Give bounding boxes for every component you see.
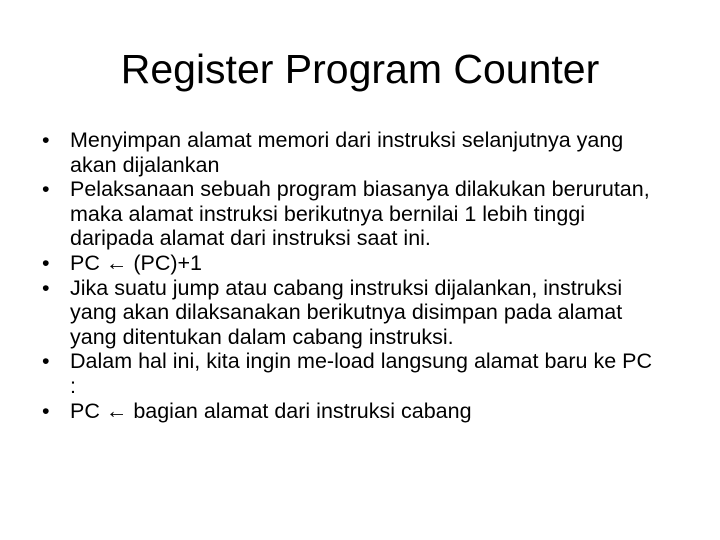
bullet-marker: • [42, 349, 50, 374]
slide-title: Register Program Counter [120, 46, 600, 92]
bullet-item [42, 349, 662, 398]
bullet-text: Menyimpan alamat memori dari instruksi selanjutnya yang akan dijalankan [70, 128, 624, 177]
bullet-item [42, 399, 662, 424]
bullet-text: PC ← bagian alamat dari instruksi cabang [70, 398, 472, 423]
bullet-list [42, 128, 662, 423]
bullet-marker: • [42, 250, 50, 275]
bullet-text: Dalam hal ini, kita ingin me-load langsung alamat baru ke PC : [70, 349, 653, 398]
bullet-text: PC ← (PC)+1 [70, 250, 203, 275]
bullet-text: Jika suatu jump atau cabang instruksi dijalankan, instruksi yang akan dilaksanakan berikutnya disimpan pada alamat yang ditentukan dalam cabang instruksi. [70, 275, 623, 349]
bullet-marker: • [42, 128, 50, 152]
bullet-item [42, 177, 662, 251]
bullet-marker: • [42, 275, 50, 300]
bullet-item [42, 128, 662, 177]
bullet-marker: • [42, 177, 50, 202]
bullet-item [42, 276, 662, 350]
bullet-text: Pelaksanaan sebuah program biasanya dilakukan berurutan, maka alamat instruksi berikutnya bernilai 1 lebih tinggi daripada alamat dari instruksi saat ini. [70, 177, 650, 251]
bullet-marker: • [42, 398, 50, 423]
bullet-item [42, 251, 662, 276]
